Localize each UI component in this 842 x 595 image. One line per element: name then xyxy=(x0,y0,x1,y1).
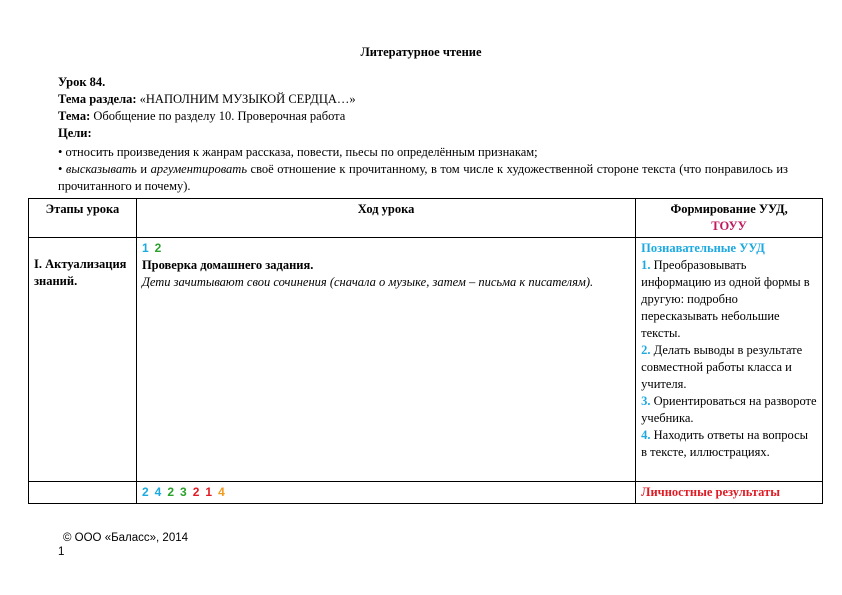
uud-item-number: 3. xyxy=(641,394,651,408)
marker: 1 xyxy=(141,241,149,255)
lesson-number xyxy=(58,74,788,91)
marker: 2 xyxy=(192,485,200,499)
uud-cell xyxy=(636,238,823,482)
goals-label: Цели: xyxy=(58,126,92,140)
topic-value: Обобщение по разделу 10. Проверочная работа xyxy=(93,109,346,123)
lesson-label: Урок 84. xyxy=(58,75,106,89)
goal-2-word2: аргументировать xyxy=(150,162,248,176)
uud-item-text: Находить ответы на вопросы в тексте, иллюстрациях. xyxy=(641,428,809,459)
marker-row xyxy=(142,484,630,501)
stage-cell: I. Актуализация знаний. xyxy=(29,238,137,482)
uud-item-number: 4. xyxy=(641,428,651,442)
personal-results-title: Личностные результаты xyxy=(641,485,780,499)
document-title: Литературное чтение xyxy=(360,45,482,59)
topic-line xyxy=(58,108,788,125)
goal-2-bullet: • xyxy=(58,162,66,176)
header-uud-label: Формирование УУД, xyxy=(670,202,788,216)
goal-2-conj: и xyxy=(136,162,151,176)
copyright: © ООО «Баласс», 2014 xyxy=(63,532,189,544)
marker: 2 xyxy=(154,241,162,255)
marker: 4 xyxy=(218,485,225,499)
goal-1: • относить произведения к жанрам рассказа, повести, пьесы по определённым признакам; xyxy=(58,145,538,159)
page-number: 1 xyxy=(58,546,65,558)
table-row xyxy=(29,482,823,504)
goal-2-rest: своё отношение к прочитанному, в том числе к художественной стороне текста (что понравилось из прочитанного и почему). xyxy=(58,162,788,193)
table-row xyxy=(29,238,823,482)
stage-cell-empty xyxy=(29,482,137,504)
header-stages: Этапы урока xyxy=(29,199,137,238)
section-label: Тема раздела: xyxy=(58,92,137,106)
course-cell xyxy=(136,482,635,504)
uud-item xyxy=(641,342,817,393)
header-uud xyxy=(636,199,823,238)
uud-item-number: 1. xyxy=(641,258,651,272)
header-course: Ход урока xyxy=(136,199,635,238)
topic-label: Тема: xyxy=(58,109,91,123)
uud-title: Познавательные УУД xyxy=(641,241,765,255)
goal-2-word1: высказывать xyxy=(65,162,137,176)
goal-2 xyxy=(58,161,788,195)
uud-item xyxy=(641,393,817,427)
marker: 2 xyxy=(141,485,149,499)
table-header-row xyxy=(29,199,823,238)
task-text: Дети зачитывают свои сочинения (сначала о музыке, затем – письма к писателям). xyxy=(141,275,594,289)
marker: 4 xyxy=(154,485,162,499)
marker-row xyxy=(142,240,630,257)
section-line xyxy=(58,91,788,108)
task-title: Проверка домашнего задания. xyxy=(141,258,314,272)
uud-item xyxy=(641,257,817,342)
uud-cell xyxy=(636,482,823,504)
goals-line xyxy=(58,125,788,142)
header-touu-label: ТОУУ xyxy=(711,219,747,233)
marker: 1 xyxy=(205,485,213,499)
marker: 3 xyxy=(180,485,187,499)
uud-item xyxy=(641,427,817,461)
uud-item-text: Преобразовывать информацию из одной формы в другую: подробно пересказывать небольшие тексты. xyxy=(641,258,810,340)
lesson-table xyxy=(28,198,823,504)
uud-item-text: Делать выводы в результате совместной работы класса и учителя. xyxy=(641,343,803,391)
marker: 2 xyxy=(167,485,174,499)
section-value: «НАПОЛНИМ МУЗЫКОЙ СЕРДЦА…» xyxy=(139,92,356,106)
uud-item-number: 2. xyxy=(641,343,651,357)
uud-item-text: Ориентироваться на развороте учебника. xyxy=(641,394,817,425)
course-cell xyxy=(136,238,635,482)
